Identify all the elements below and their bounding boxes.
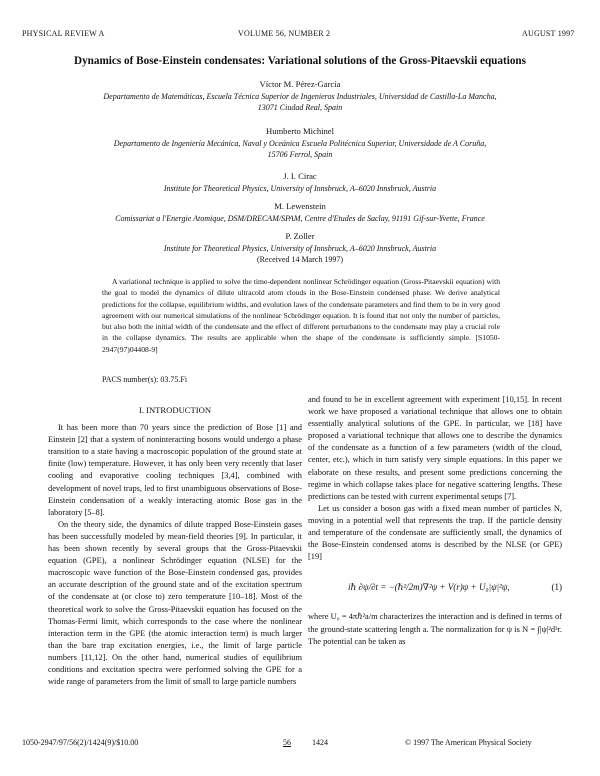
author-affiliation: Comissariat a l'Energie Atomique, DSM/DRECAM/SPAM, Centre d'Etudes de Saclay, 91191 Gif-sur-Yvette, France xyxy=(115,214,485,223)
author-affiliation: Departamento de Ingeniería Mecánica, Naval y Oceánica Escuela Politécnica Superior, Universidade de A Coruña, 15706 Ferrol, Spain xyxy=(113,139,487,159)
author-affiliation: Institute for Theoretical Physics, University of Innsbruck, A–6020 Innsbruck, Austria xyxy=(163,184,437,193)
equation xyxy=(348,581,562,593)
paragraph: On the theory side, the dynamics of dilute trapped Bose-Einstein gases has been successfully modeled by mean-field theories [9]. In particular, it has been shown recently by several groups that the Gross-Pitaevskii equation (GPE), a nonlinear Schrödinger equation (NLSE) for the macroscopic wave function of the Bose-Einstein condensed gas, provides an accurate description of the ground state and of the excitation spectrum of the condensate at (or close to) zero temperature [10–18]. Most of the theoretical work to solve the Gross-Pitaevskii equation has focused on the Thomas-Fermi limit, which corresponds to the case where the nonlinear interaction term in the GPE (the atomic interaction term) is much larger than the bare trap excitation energies, i.e., the limit of large particle numbers [11,12]. On the other hand, numerical studies of equilibrium conditions and excitation spectra were performed solving the GPE for a wide range of parameters from the limit of small to large particle numbers xyxy=(48,519,302,687)
equation-body: iℏ ∂ψ/∂t = −(ℏ²/2m)∇²ψ + V(r)ψ + U₀|ψ|²ψ, xyxy=(348,582,510,593)
journal-name: PHYSICAL REVIEW A xyxy=(22,29,105,38)
right-column xyxy=(308,394,562,648)
received-date: (Received 14 March 1997) xyxy=(257,255,343,264)
section-heading: I. INTRODUCTION xyxy=(138,405,212,415)
footer-volume: 56 xyxy=(283,738,291,747)
author-affiliation: Departamento de Matemáticas, Escuela Técnica Superior de Ingenieros Industriales, Universidad de Castilla-La Mancha, 13071 Ciudad Real, Spain xyxy=(103,92,497,112)
footer-code: 1050-2947/97/56(2)/1424(9)/$10.00 xyxy=(22,738,139,747)
author-name: M. Lewenstein xyxy=(274,201,326,211)
author-name: P. Zoller xyxy=(285,231,315,241)
volume-number: VOLUME 56, NUMBER 2 xyxy=(238,29,331,38)
author-name: J. I. Cirac xyxy=(283,171,317,181)
equation-number: (1) xyxy=(551,582,562,593)
pacs-numbers: PACS number(s): 03.75.Fi xyxy=(102,375,188,384)
abstract: A variational technique is applied to solve the time-dependent nonlinear Schrödinger equation (Gross-Pitaevskii equation) with the goal to model the dynamics of dilute ultracold atom clouds in the Bose-Einstein condensed phase. We derive analytical predictions for the collapse, equilibrium widths, and evolution laws of the condensate parameters and find them to be in very good agreement with our numerical simulations of the nonlinear Schrödinger equation. It is found that not only the number of particles, but also both the initial width of the condensate and the effect of different perturbations to the condensate may play a crucial role in the collapse dynamics. The results are applicable when the shape of the condensate is sufficiently simple. [S1050-2947(97)04408-9] xyxy=(102,277,500,354)
page-number: 1424 xyxy=(312,738,328,747)
author-name: Humberto Michinel xyxy=(265,126,335,136)
author-name: Víctor M. Pérez-García xyxy=(259,79,341,89)
paragraph: and found to be in excellent agreement with experiment [10,15]. In recent work we have proposed a variational technique that allows one to obtain essentially analytical solutions of the GPE. In particular, we [18] have proposed a variational technique that allows one to describe the dynamics of the condensate as a function of a few parameters (width of the cloud, center, etc.), which in turn satisfy very simple equations. In this paper we elaborate on these results, and present some predictions concerning the regime in which collapse takes place for negative scattering lengths. These predictions can be tested with current experimental setups [7]. xyxy=(308,395,562,501)
paper-title: Dynamics of Bose-Einstein condensates: Variational solutions of the Gross-Pitaevskii equations xyxy=(74,55,526,67)
author-affiliation: Institute for Theoretical Physics, University of Innsbruck, A–6020 Innsbruck, Austria xyxy=(163,244,437,253)
issue-date: AUGUST 1997 xyxy=(522,29,575,38)
paragraph: It has been more than 70 years since the prediction of Bose [1] and Einstein [2] that a system of noninteracting bosons would undergo a phase transition to a state having a macroscopic population of the ground state at finite (low) temperature. However, it has only been very recently that laser cooling and evaporative cooling techniques [3,4], combined with development of novel traps, led to first unambiguous observations of Bose-Einstein condensation of a weakly interacting atomic Bose gas in the laboratory [5–8]. xyxy=(48,423,302,517)
copyright: © 1997 The American Physical Society xyxy=(405,738,532,747)
left-column xyxy=(48,404,302,688)
paragraph: Let us consider a boson gas with a fixed mean number of particles N, moving in a potential well that represents the trap. If the particle density and temperature of the condensate are sufficiently small, the dynamics of the Bose-Einstein condensed atoms is described by the NLSE (or GPE) [19] xyxy=(308,503,562,562)
paragraph: where U₀ = 4πℏ²a/m characterizes the interaction and is defined in terms of the ground-state scattering length a. The normalization for ψ is N = ∫|ψ|²d³r. The potential can be taken as xyxy=(308,612,562,646)
